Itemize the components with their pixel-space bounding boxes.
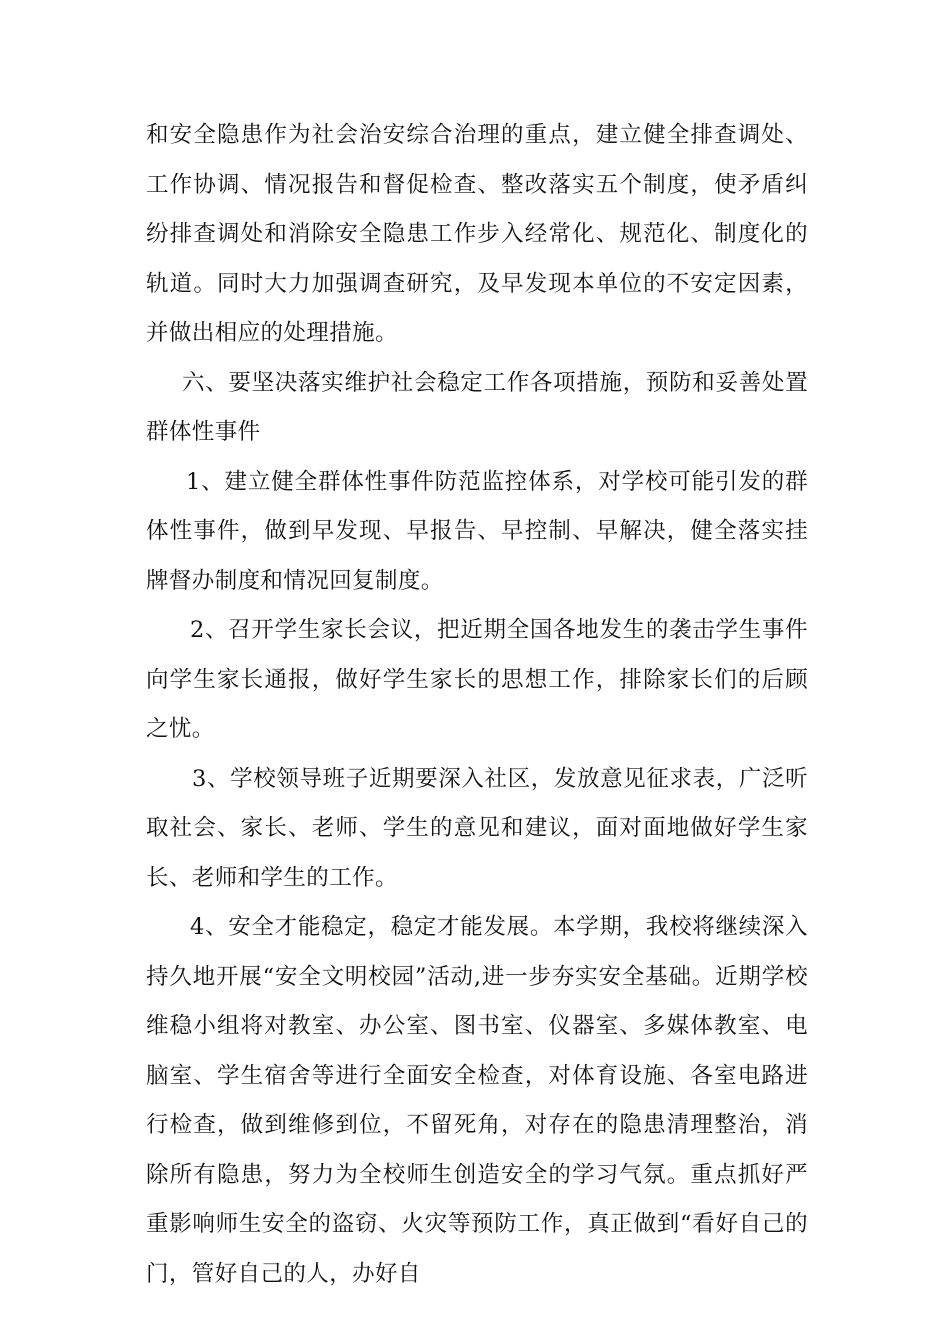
document-body <box>146 111 808 1299</box>
paragraph-item-4: 4、安全才能稳定，稳定才能发展。本学期，我校将继续深入持久地开展“安全文明校园”活动,进一步夯实安全基础。近期学校维稳小组将对教室、办公室、图书室、仪器室、多媒体教室、电脑室、学生宿舍等进行全面安全检查，对体育设施、各室电路进行检查，做到维修到位，不留死角，对存在的隐患清理整治，消除所有隐患，努力为全校师生创造安全的学习气氛。重点抓好严重影响师生安全的盗窃、火灾等预防工作，真正做到“看好自己的门，管好自己的人，办好自 <box>146 914 808 1287</box>
paragraph-item-2: 2、召开学生家长会议，把近期全国各地发生的袭击学生事件向学生家长通报，做好学生家长的思想工作，排除家长们的后顾之忧。 <box>146 617 808 742</box>
paragraph-item-3: 3、学校领导班子近期要深入社区，发放意见征求表，广泛听取社会、家长、老师、学生的意见和建议，面对面地做好学生家长、老师和学生的工作。 <box>146 765 808 891</box>
paragraph-item-1: 1、建立健全群体性事件防范监控体系，对学校可能引发的群体性事件，做到早发现、早报告、早控制、早解决，健全落实挂牌督办制度和情况回复制度。 <box>146 468 808 594</box>
section-heading-six: 六、要坚决落实维护社会稳定工作各项措施，预防和妥善处置群体性事件 <box>146 369 808 445</box>
paragraph-continuation: 和安全隐患作为社会治安综合治理的重点，建立健全排查调处、工作协调、情况报告和督促检查、整改落实五个制度，使矛盾纠纷排查调处和消除安全隐患工作步入经常化、规范化、制度化的轨道。同时大力加强调查研究，及早发现本单位的不安定因素，并做出相应的处理措施。 <box>146 122 808 346</box>
